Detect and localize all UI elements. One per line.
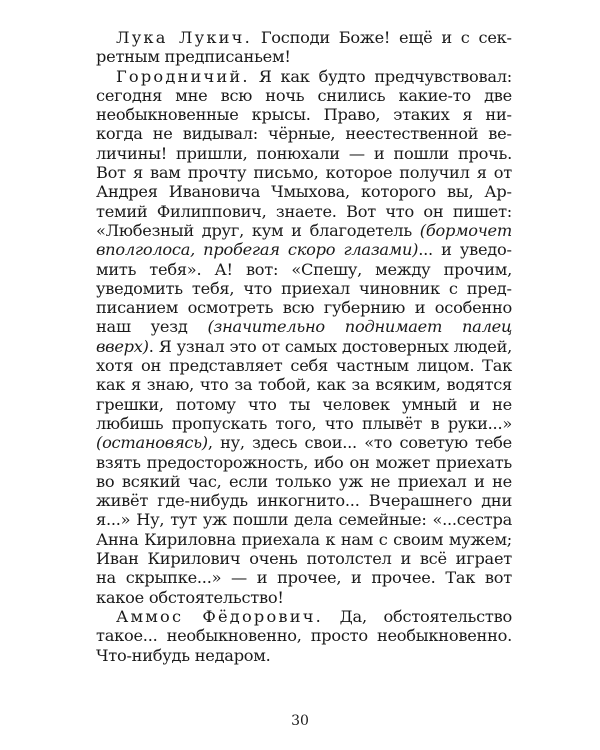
paragraph-luka-lukich [96,28,512,67]
speaker-name: Аммос Фёдорович. [116,606,323,626]
dialogue-text: , ну, здесь свои... «то советую тебе взять предосторожность, ибо он может приехать во всякий час, если только уж не приехал и не живёт где-нибудь инкогнито... Вчерашнего дни я...» Ну, тут уж пошли дела семейные: «...сестра Анна Кириловна приехала к нам с своим мужем; Иван Кирилович очень потолстел и всё играет на скрыпке...» — и прочее, и прочее. Так вот какое обстоятельство! [96,433,512,607]
page-number: 30 [291,713,309,729]
dialogue-text: Да, обстоятельство такое... необыкновенно, просто необыкновенно. Что-нибудь недаром. [96,606,513,665]
speaker-name: Лука Лукич. [116,28,252,47]
speaker-name: Городничий. [116,66,250,86]
paragraph-ammos-fedorovich [96,607,512,665]
paragraph-gorodnichiy [96,67,512,607]
dialogue-text: . Я узнал это от самых достоверных людей, хотя он представляет себя частным лицом. Так как я знаю, что за тобой, как за всяким, водятся грешки, потому что ты человек умный и не любишь пропускать того, что плывёт в руки...» [96,336,512,433]
book-page-text [96,28,512,665]
stage-direction: (остановясь) [96,433,208,453]
dialogue-text: Я как будто предчувствовал: сегодня мне всю ночь снились какие-то две необыкновенные крысы. Право, этаких я никогда не видывал: чёрные, неестественной величины! пришли, понюхали — и пошли прочь. Вот я вам прочту письмо, которое получил я от Андрея Ивановича Чмыхова, которого вы, Артемий Филиппович, знаете. Вот что он пишет: «Любезный друг, кум и благодетель [96,66,512,240]
stage-direction: (бормочет вполголоса, пробегая скоро глазами) [96,220,512,260]
stage-direction: (значительно поднимает палец вверх) [96,317,513,356]
dialogue-text: Господи Боже! ещё и с секретным предписаньем! [96,28,513,67]
dialogue-text: ... и уведомить тебя». А! вот: «Спешу, между прочим, уведомить тебя, что приехал чиновник с предписанием осмотреть всю губернию и особенно наш уезд [96,240,512,337]
